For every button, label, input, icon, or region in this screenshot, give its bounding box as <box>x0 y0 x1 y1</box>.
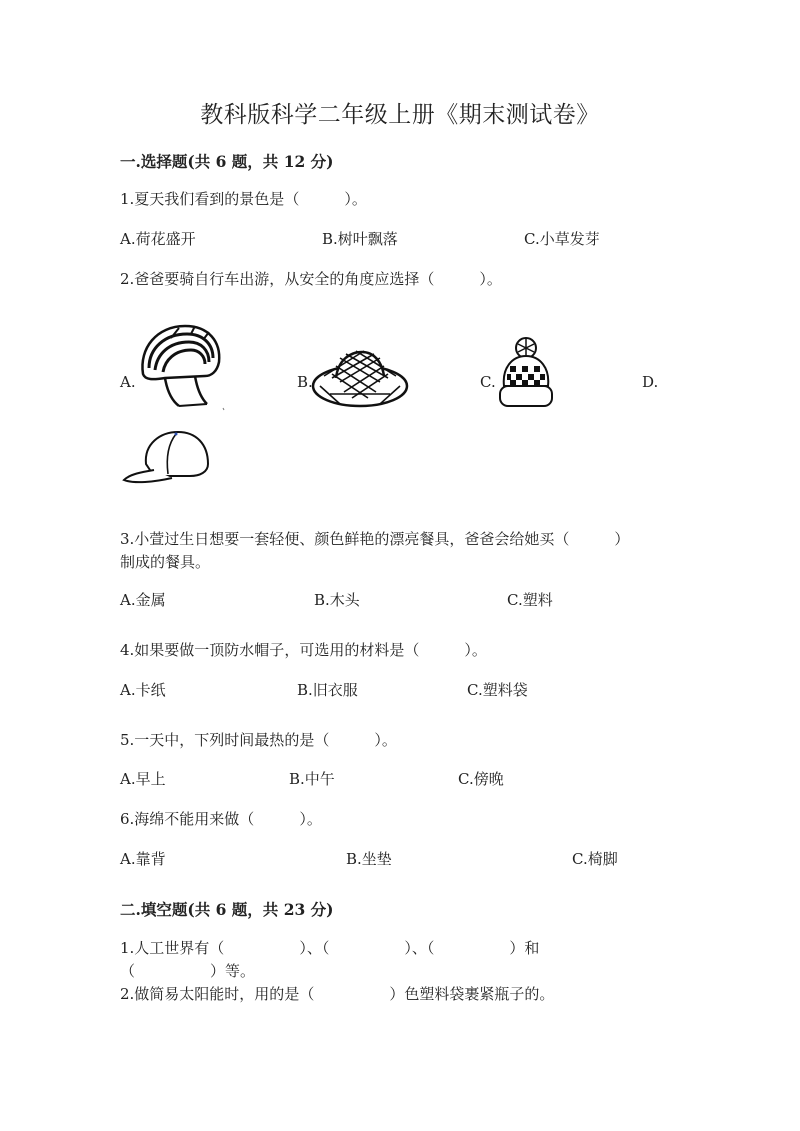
question-2-option-c: C. <box>480 373 496 391</box>
question-1-option-a: A.荷花盛开 <box>120 230 196 248</box>
question-4-option-a: A.卡纸 <box>120 681 166 699</box>
question-4-stem: 4.如果要做一顶防水帽子，可选用的材料是（ ）。 <box>120 641 487 659</box>
question-1-option-b: B.树叶飘落 <box>322 230 398 248</box>
question-6-stem: 6.海绵不能用来做（ ）。 <box>120 810 322 828</box>
question-3-option-a: A.金属 <box>120 591 166 609</box>
fill-question-1-line2: （ ）等。 <box>120 962 256 980</box>
question-2-stem: 2.爸爸要骑自行车出游，从安全的角度应选择（ ）。 <box>120 270 502 288</box>
question-5-stem: 5.一天中，下列时间最热的是（ ）。 <box>120 731 397 749</box>
question-3-option-b: B.木头 <box>314 591 360 609</box>
question-3-stem-line2: 制成的餐具。 <box>120 553 211 571</box>
section-heading-fill: 二.填空题(共 6 题，共 23 分) <box>120 900 334 919</box>
fill-question-1-line1: 1.人工世界有（ ）、（ ）、（ ）和 <box>120 939 540 957</box>
question-6-option-b: B.坐垫 <box>346 850 392 868</box>
baseball-cap-picture <box>120 430 212 486</box>
helmet-picture <box>135 318 230 413</box>
question-3-option-c: C.塑料 <box>507 591 553 609</box>
knit-hat-picture <box>496 336 556 410</box>
question-6-option-c: C.椅脚 <box>572 850 618 868</box>
question-1-option-c: C.小草发芽 <box>524 230 600 248</box>
question-5-option-c: C.傍晚 <box>458 770 504 788</box>
question-2-option-b: B. <box>297 373 313 391</box>
straw-hat-picture <box>310 346 410 410</box>
section-heading-choice: 一.选择题(共 6 题，共 12 分) <box>120 152 334 171</box>
question-2-option-a: A. <box>120 373 136 391</box>
question-1-stem: 1.夏天我们看到的景色是（ ）。 <box>120 190 367 208</box>
question-4-option-c: C.塑料袋 <box>467 681 528 699</box>
question-3-stem-line1: 3.小萱过生日想要一套轻便、颜色鲜艳的漂亮餐具，爸爸会给她买（ ） <box>120 530 630 548</box>
question-5-option-a: A.早上 <box>120 770 166 788</box>
page-title: 教科版科学二年级上册《期末测试卷》 <box>200 102 600 128</box>
question-6-option-a: A.靠背 <box>120 850 166 868</box>
question-5-option-b: B.中午 <box>289 770 335 788</box>
question-4-option-b: B.旧衣服 <box>297 681 358 699</box>
question-2-option-d: D. <box>642 373 659 391</box>
fill-question-2: 2.做简易太阳能时，用的是（ ）色塑料袋裹紧瓶子的。 <box>120 985 555 1003</box>
